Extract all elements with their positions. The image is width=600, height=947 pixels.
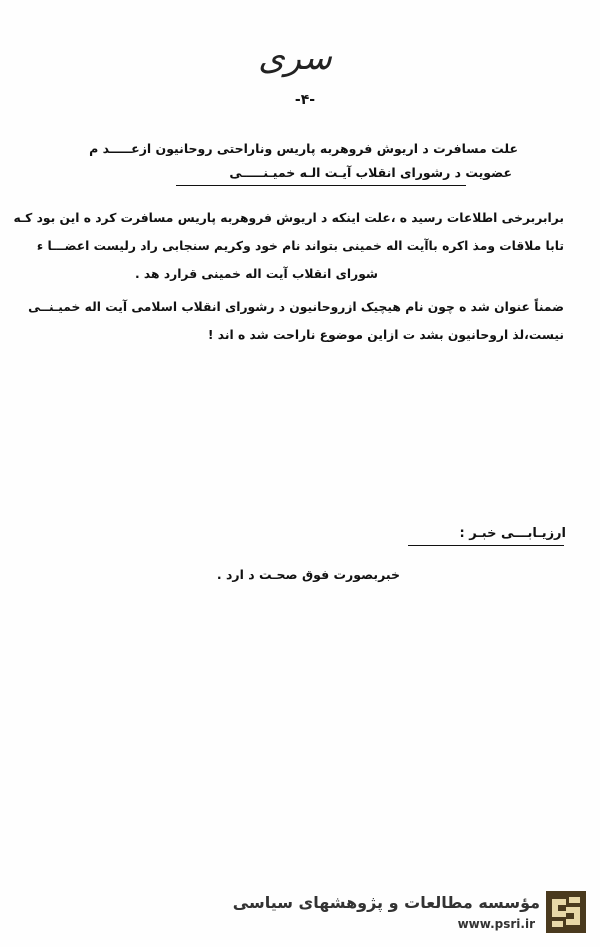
body-line-5: نیست،لذ اروحانیون بشد ت ازاین موضوع ناراحت شد ه اند ! — [207, 328, 564, 342]
page-number: -۴- — [294, 92, 316, 108]
institute-url[interactable]: www.psri.ir — [457, 917, 535, 931]
body-line-4: ضمناً عنوان شد ه چون نام هیچیک ازروحانیون د رشورای انقلاب اسلامی آیت اله خمیـنــی — [28, 300, 564, 314]
body-line-3: شورای انقلاب آیت اله خمینی قرارد هد . — [134, 267, 378, 281]
classification-stamp: سری — [258, 38, 332, 78]
subject-line-2: عضویت د رشورای انقلاب آیـت الـه خمیـنـــــی — [229, 165, 512, 180]
evaluation-heading: ارزیـابـــی خبـر : — [459, 526, 566, 541]
institute-name: مؤسسه مطالعات و پژوهشهای سیاسی — [232, 893, 540, 912]
institute-logo-icon — [546, 891, 586, 933]
evaluation-underline — [408, 545, 564, 546]
evaluation-text: خبربصورت فوق صحـت د ارد . — [216, 567, 400, 582]
body-line-1: برابربرخی اطلاعات رسید ه ،علت اینکه د اریوش فروهربه پاریس مسافرت کرد ه این بود کـه — [13, 211, 564, 225]
subject-underline — [176, 185, 466, 186]
subject-line-1: علت مسافرت د اریوش فروهربه پاریس وناراحتی روحانیون ازعـــــد م — [89, 141, 518, 156]
body-line-2: تابا ملاقات ومذ اکره باآیت اله خمینی بتواند نام خود وکریم سنجابی راد رلیست اعضـــا ء — [36, 239, 564, 253]
